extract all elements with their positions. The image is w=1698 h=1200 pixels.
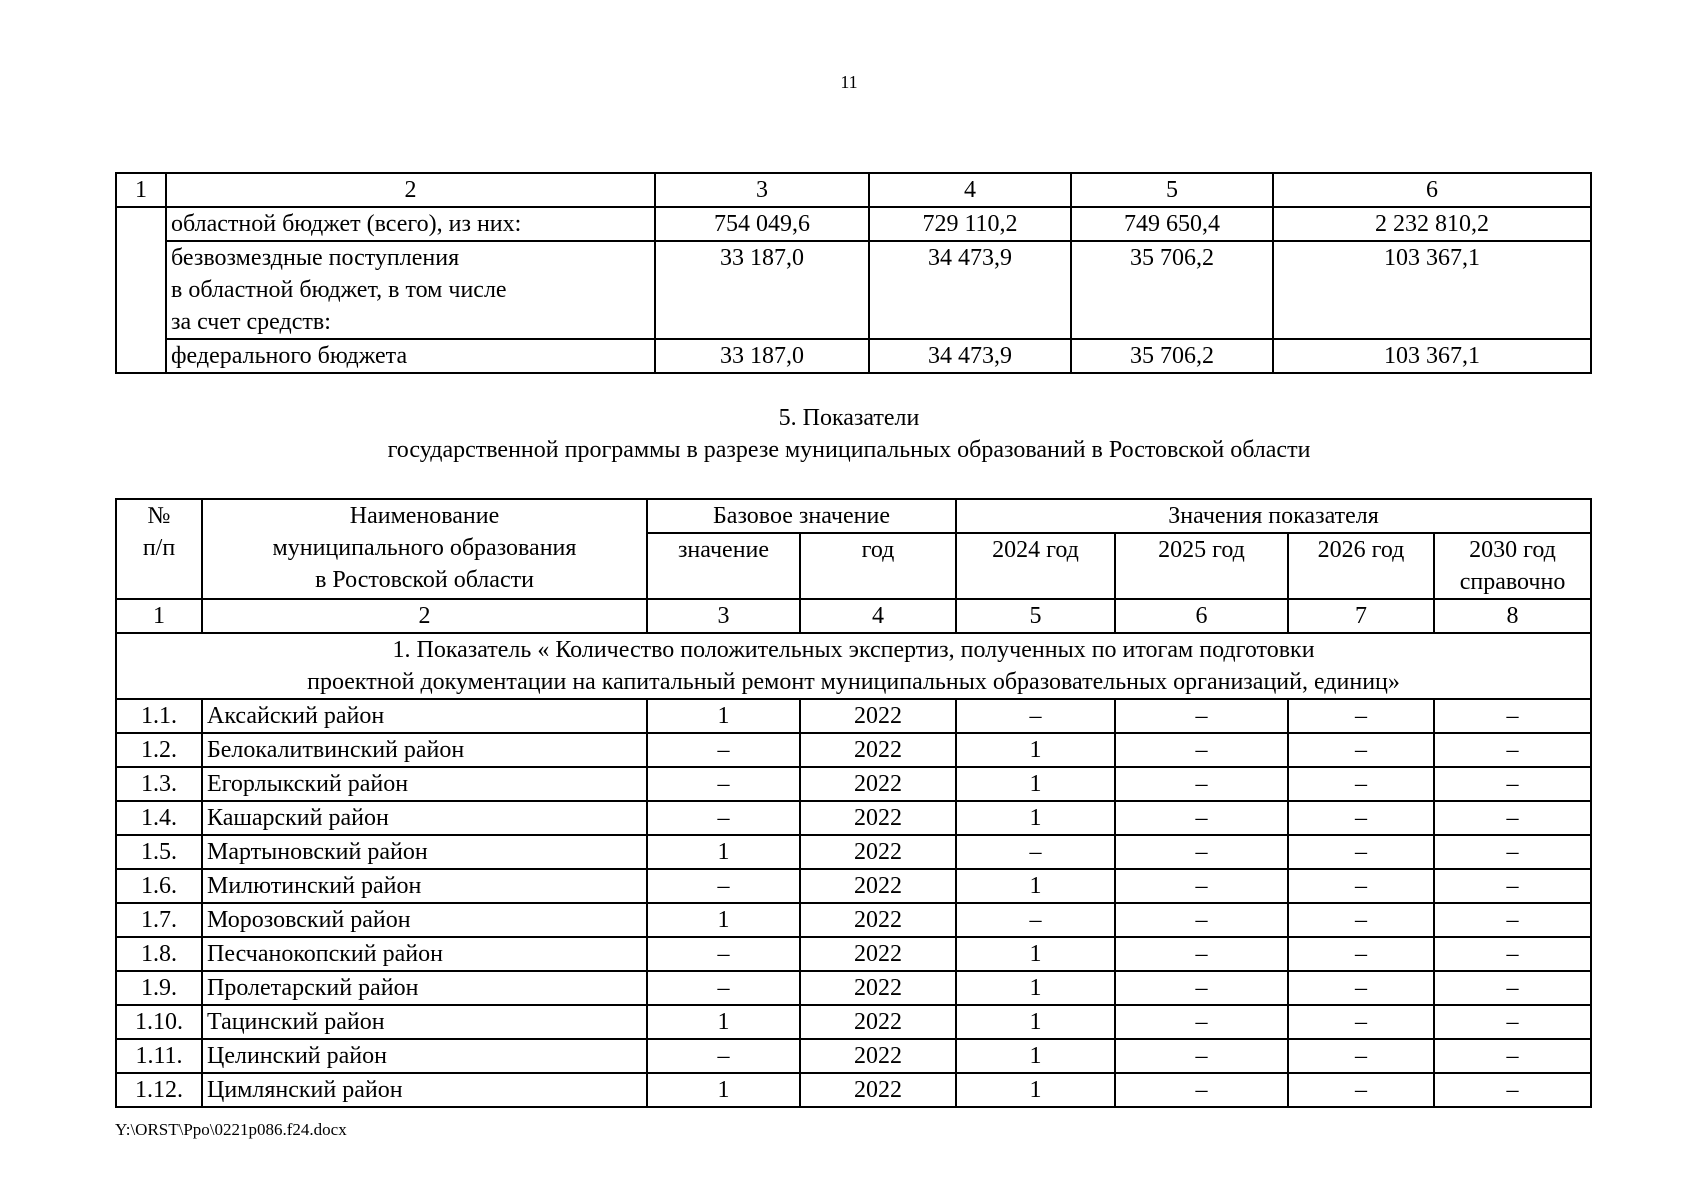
table-row <box>116 241 1591 339</box>
budget-col-number: 2 <box>166 173 655 207</box>
column-numbers-row <box>116 599 1591 633</box>
col-number: 5 <box>956 599 1115 633</box>
value-2024: 1 <box>956 1005 1115 1039</box>
header-2030: 2030 год справочно <box>1434 533 1591 599</box>
row-number: 1.8. <box>116 937 202 971</box>
base-year: 2022 <box>800 869 956 903</box>
municipality-name: Песчанокопский район <box>202 937 647 971</box>
value-2024: – <box>956 699 1115 733</box>
col-number: 8 <box>1434 599 1591 633</box>
table-row <box>116 971 1591 1005</box>
value-2026: – <box>1288 835 1434 869</box>
indicator-table <box>115 498 1592 1108</box>
header-2025: 2025 год <box>1115 533 1288 599</box>
budget-value: 103 367,1 <box>1273 339 1591 373</box>
value-2024: 1 <box>956 869 1115 903</box>
budget-col-number: 4 <box>869 173 1071 207</box>
value-2026: – <box>1288 1005 1434 1039</box>
col-number: 4 <box>800 599 956 633</box>
value-2025: – <box>1115 733 1288 767</box>
municipality-name: Тацинский район <box>202 1005 647 1039</box>
budget-col-number: 1 <box>116 173 166 207</box>
row-number: 1.2. <box>116 733 202 767</box>
table-row <box>116 1039 1591 1073</box>
value-2024: 1 <box>956 1073 1115 1107</box>
budget-empty-cell <box>116 207 166 373</box>
base-value: – <box>647 971 800 1005</box>
base-year: 2022 <box>800 971 956 1005</box>
value-2026: – <box>1288 767 1434 801</box>
page-number: 11 <box>840 72 858 92</box>
section-title-line: 5. Показатели <box>778 405 920 431</box>
budget-value: 103 367,1 <box>1273 241 1591 339</box>
table-row <box>116 733 1591 767</box>
value-2026: – <box>1288 733 1434 767</box>
indicator-title-row <box>116 633 1591 699</box>
value-2026: – <box>1288 801 1434 835</box>
indicator-title-line: 1. Показатель « Количество положительных экспертиз, полученных по итогам подготовки <box>392 637 1315 663</box>
col-number: 6 <box>1115 599 1288 633</box>
budget-row-label: федерального бюджета <box>166 339 655 373</box>
value-2025: – <box>1115 801 1288 835</box>
municipality-name: Кашарский район <box>202 801 647 835</box>
value-2024: 1 <box>956 767 1115 801</box>
value-2025: – <box>1115 1073 1288 1107</box>
budget-col-number: 5 <box>1071 173 1273 207</box>
row-number: 1.7. <box>116 903 202 937</box>
budget-value: 33 187,0 <box>655 241 869 339</box>
value-2024: 1 <box>956 801 1115 835</box>
base-value: – <box>647 733 800 767</box>
label-line: безвозмездные поступления <box>171 245 460 271</box>
header-base-value: значение <box>647 533 800 599</box>
header-base-year: год <box>800 533 956 599</box>
footer-file-path: Y:\ORST\Ppo\0221p086.f24.docx <box>115 1120 347 1139</box>
budget-value: 2 232 810,2 <box>1273 207 1591 241</box>
budget-header-row <box>116 173 1591 207</box>
municipality-name: Целинский район <box>202 1039 647 1073</box>
base-value: 1 <box>647 903 800 937</box>
budget-col-number: 3 <box>655 173 869 207</box>
col-number: 2 <box>202 599 647 633</box>
value-2026: – <box>1288 1039 1434 1073</box>
base-value: 1 <box>647 699 800 733</box>
base-year: 2022 <box>800 801 956 835</box>
budget-row-label <box>166 241 655 339</box>
base-year: 2022 <box>800 1039 956 1073</box>
value-2030: – <box>1434 835 1591 869</box>
base-year: 2022 <box>800 903 956 937</box>
value-2025: – <box>1115 903 1288 937</box>
header-values: Значения показателя <box>956 499 1591 533</box>
municipality-name: Пролетарский район <box>202 971 647 1005</box>
table-row <box>116 339 1591 373</box>
base-value: – <box>647 767 800 801</box>
municipality-name: Белокалитвинский район <box>202 733 647 767</box>
row-number: 1.10. <box>116 1005 202 1039</box>
value-2025: – <box>1115 1039 1288 1073</box>
base-year: 2022 <box>800 733 956 767</box>
header-row <box>116 499 1591 533</box>
label-line: за счет средств: <box>171 309 331 335</box>
base-value: 1 <box>647 1073 800 1107</box>
value-2026: – <box>1288 699 1434 733</box>
budget-row-label: областной бюджет (всего), из них: <box>166 207 655 241</box>
budget-table <box>115 172 1592 374</box>
municipality-name: Цимлянский район <box>202 1073 647 1107</box>
row-number: 1.1. <box>116 699 202 733</box>
table-row <box>116 835 1591 869</box>
value-2026: – <box>1288 971 1434 1005</box>
header-name: Наименование муниципального образования в Ростовской области <box>202 499 647 599</box>
value-2025: – <box>1115 767 1288 801</box>
value-2030: – <box>1434 869 1591 903</box>
value-2025: – <box>1115 869 1288 903</box>
budget-value: 33 187,0 <box>655 339 869 373</box>
budget-value: 34 473,9 <box>869 339 1071 373</box>
value-2026: – <box>1288 903 1434 937</box>
base-year: 2022 <box>800 937 956 971</box>
base-value: – <box>647 1039 800 1073</box>
value-2030: – <box>1434 733 1591 767</box>
table-row <box>116 801 1591 835</box>
col-number: 1 <box>116 599 202 633</box>
value-2030: – <box>1434 801 1591 835</box>
value-2024: 1 <box>956 1039 1115 1073</box>
budget-value: 729 110,2 <box>869 207 1071 241</box>
indicator-title-line: проектной документации на капитальный ремонт муниципальных образовательных организаций, единиц» <box>307 669 1400 695</box>
budget-value: 749 650,4 <box>1071 207 1273 241</box>
value-2026: – <box>1288 937 1434 971</box>
row-number: 1.12. <box>116 1073 202 1107</box>
value-2030: – <box>1434 767 1591 801</box>
table-row <box>116 903 1591 937</box>
table-row <box>116 207 1591 241</box>
value-2025: – <box>1115 971 1288 1005</box>
table-row <box>116 1005 1591 1039</box>
indicator-title <box>116 633 1591 699</box>
value-2024: – <box>956 903 1115 937</box>
table-row <box>116 699 1591 733</box>
row-number: 1.6. <box>116 869 202 903</box>
budget-col-number: 6 <box>1273 173 1591 207</box>
col-number: 7 <box>1288 599 1434 633</box>
value-2030: – <box>1434 971 1591 1005</box>
header-num: № п/п <box>116 499 202 599</box>
municipality-name: Морозовский район <box>202 903 647 937</box>
budget-value: 34 473,9 <box>869 241 1071 339</box>
row-number: 1.11. <box>116 1039 202 1073</box>
value-2030: – <box>1434 903 1591 937</box>
value-2024: 1 <box>956 971 1115 1005</box>
value-2025: – <box>1115 699 1288 733</box>
row-number: 1.3. <box>116 767 202 801</box>
value-2024: – <box>956 835 1115 869</box>
municipality-name: Мартыновский район <box>202 835 647 869</box>
section-title <box>0 402 1698 466</box>
row-number: 1.5. <box>116 835 202 869</box>
value-2024: 1 <box>956 733 1115 767</box>
municipality-name: Егорлыкский район <box>202 767 647 801</box>
base-value: – <box>647 801 800 835</box>
row-number: 1.9. <box>116 971 202 1005</box>
value-2026: – <box>1288 1073 1434 1107</box>
base-year: 2022 <box>800 767 956 801</box>
value-2030: – <box>1434 1005 1591 1039</box>
value-2030: – <box>1434 937 1591 971</box>
value-2030: – <box>1434 699 1591 733</box>
base-value: – <box>647 869 800 903</box>
header-2024: 2024 год <box>956 533 1115 599</box>
label-line: в областной бюджет, в том числе <box>171 277 507 303</box>
base-year: 2022 <box>800 835 956 869</box>
municipality-name: Аксайский район <box>202 699 647 733</box>
section-title-line: государственной программы в разрезе муниципальных образований в Ростовской области <box>387 437 1311 463</box>
budget-value: 35 706,2 <box>1071 339 1273 373</box>
value-2030: – <box>1434 1039 1591 1073</box>
budget-value: 35 706,2 <box>1071 241 1273 339</box>
value-2026: – <box>1288 869 1434 903</box>
table-row <box>116 767 1591 801</box>
value-2025: – <box>1115 1005 1288 1039</box>
value-2025: – <box>1115 937 1288 971</box>
budget-value: 754 049,6 <box>655 207 869 241</box>
base-year: 2022 <box>800 1005 956 1039</box>
col-number: 3 <box>647 599 800 633</box>
municipality-name: Милютинский район <box>202 869 647 903</box>
header-base: Базовое значение <box>647 499 956 533</box>
base-year: 2022 <box>800 1073 956 1107</box>
base-value: 1 <box>647 835 800 869</box>
table-row <box>116 937 1591 971</box>
value-2024: 1 <box>956 937 1115 971</box>
base-value: 1 <box>647 1005 800 1039</box>
header-2026: 2026 год <box>1288 533 1434 599</box>
table-row <box>116 1073 1591 1107</box>
indicator-rows <box>116 699 1591 1107</box>
table-row <box>116 869 1591 903</box>
value-2030: – <box>1434 1073 1591 1107</box>
base-year: 2022 <box>800 699 956 733</box>
value-2025: – <box>1115 835 1288 869</box>
row-number: 1.4. <box>116 801 202 835</box>
base-value: – <box>647 937 800 971</box>
